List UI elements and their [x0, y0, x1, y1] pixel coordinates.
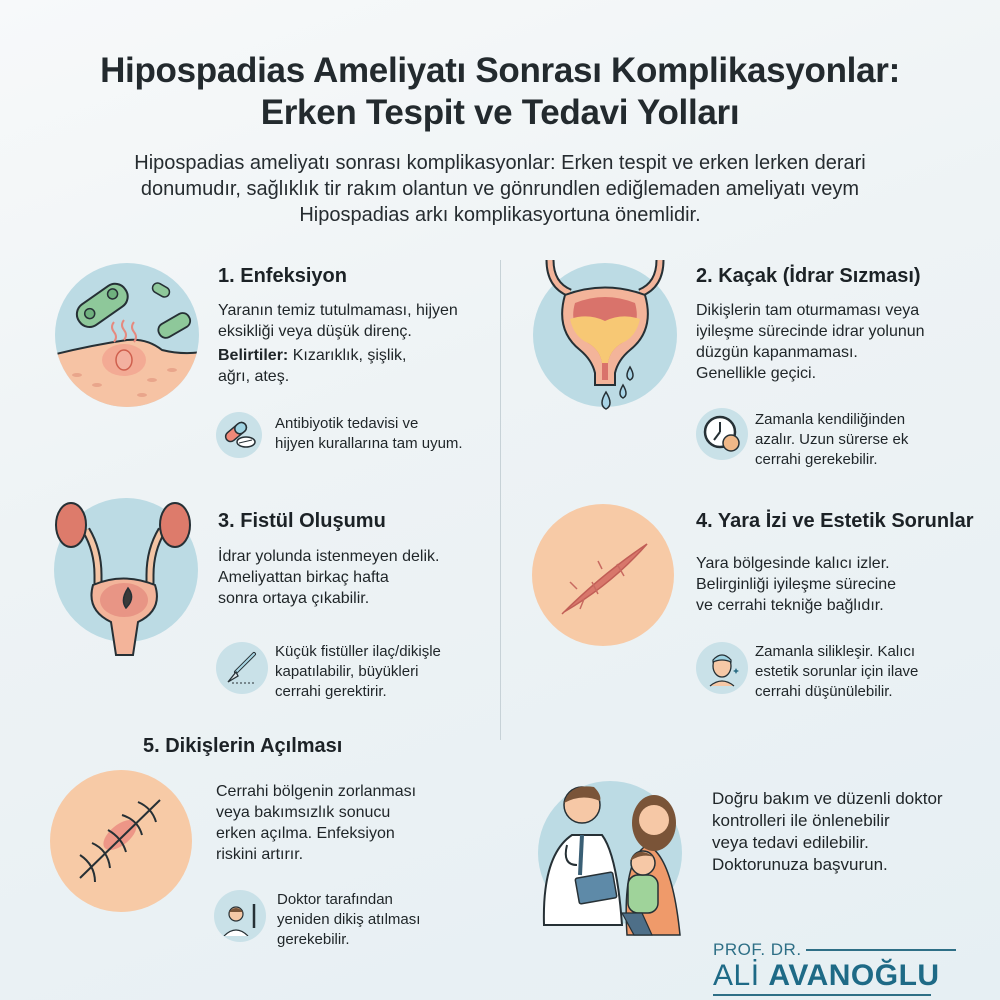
brand-logo — [713, 940, 956, 996]
section-body: Yara bölgesinde kalıcı izler. Belirginliği iyileşme sürecine ve cerrahi tekniğe bağlıdır. — [696, 555, 897, 614]
intro-paragraph — [80, 150, 920, 228]
scar-icon — [532, 504, 674, 646]
brand-prefix: PROF. DR. — [713, 940, 802, 959]
closing-text: Doğru bakım ve düzenli doktor kontrolleri ile önlenebilir veya tedavi edilebilir. Doktorunuza başvurun. — [712, 789, 943, 874]
face-care-icon — [696, 642, 748, 694]
section-body: Dikişlerin tam oturmaması veya iyileşme sürecinde idrar yolunun düzgün kapanmaması. Genellikle geçici. — [696, 302, 925, 382]
section-title: 4. Yara İzi ve Estetik Sorunlar — [696, 510, 974, 532]
brand-first-name: ALİ — [713, 959, 760, 992]
section-title: 2. Kaçak (İdrar Sızması) — [696, 265, 921, 287]
tip-text: Küçük fistüller ilaç/dikişle kapatılabilir, büyükleri cerrahi gerektirir. — [275, 643, 441, 700]
intro-line-3: Hipospadias arkı komplikasyortuna önemlidir. — [299, 204, 701, 226]
clock-icon — [696, 408, 748, 460]
title-line-1: Hipospadias Ameliyatı Sonrası Komplikasyonlar: — [100, 51, 900, 90]
symptoms-label: Belirtiler: — [218, 347, 289, 364]
tip-text: Doktor tarafından yeniden dikiş atılması gerekebilir. — [277, 891, 421, 948]
scalpel-icon — [216, 642, 268, 694]
doctor-syringe-icon — [214, 890, 266, 942]
section-title: 3. Fistül Oluşumu — [218, 510, 386, 532]
urinary-tract-icon — [50, 495, 195, 640]
intro-line-2: donumudır, sağlıklık tir rakım olantun ve gönrundlen ediğlemaden ameliyatı veym — [140, 178, 860, 200]
tip-text: Antibiyotik tedavisi ve hijyen kurallarına tam uyum. — [275, 415, 463, 452]
page-title — [0, 50, 1000, 134]
section-title: 1. Enfeksiyon — [218, 265, 347, 287]
bladder-leak-icon — [533, 263, 678, 408]
bacteria-skin-icon — [52, 260, 202, 410]
column-divider — [500, 260, 501, 740]
brand-last-name: AVANOĞLU — [768, 959, 940, 992]
section-body: Cerrahi bölgenin zorlanması veya bakımsızlık sonucu erken açılma. Enfeksiyon riskini artırır. — [216, 783, 417, 863]
pill-capsule-icon — [216, 412, 262, 458]
tip-text: Zamanla kendiliğinden azalır. Uzun sürerse ek cerrahi gerekebilir. — [755, 411, 909, 468]
intro-line-1: Hipospadias ameliyatı sonrası komplikasyonlar: Erken tespit ve erken lerken derari — [134, 152, 866, 174]
section-body: Yaranın temiz tutulmaması, hijyen eksikliği veya düşük direnç. Belirtiler: Kızarıklık, şişlik, ağrı, ateş. — [218, 302, 458, 385]
section-body: İdrar yolunda istenmeyen delik. Ameliyattan birkaç hafta sonra ortaya çıkabilir. — [218, 548, 440, 607]
stitches-icon — [50, 770, 192, 912]
section-title: 5. Dikişlerin Açılması — [143, 735, 343, 757]
doctor-family-icon — [530, 775, 680, 925]
title-line-2: Erken Tespit ve Tedavi Yolları — [260, 93, 740, 132]
brand-underline — [713, 994, 931, 996]
tip-text: Zamanla silikleşir. Kalıcı estetik sorunlar için ilave cerrahi düşünülebilir. — [755, 643, 919, 700]
